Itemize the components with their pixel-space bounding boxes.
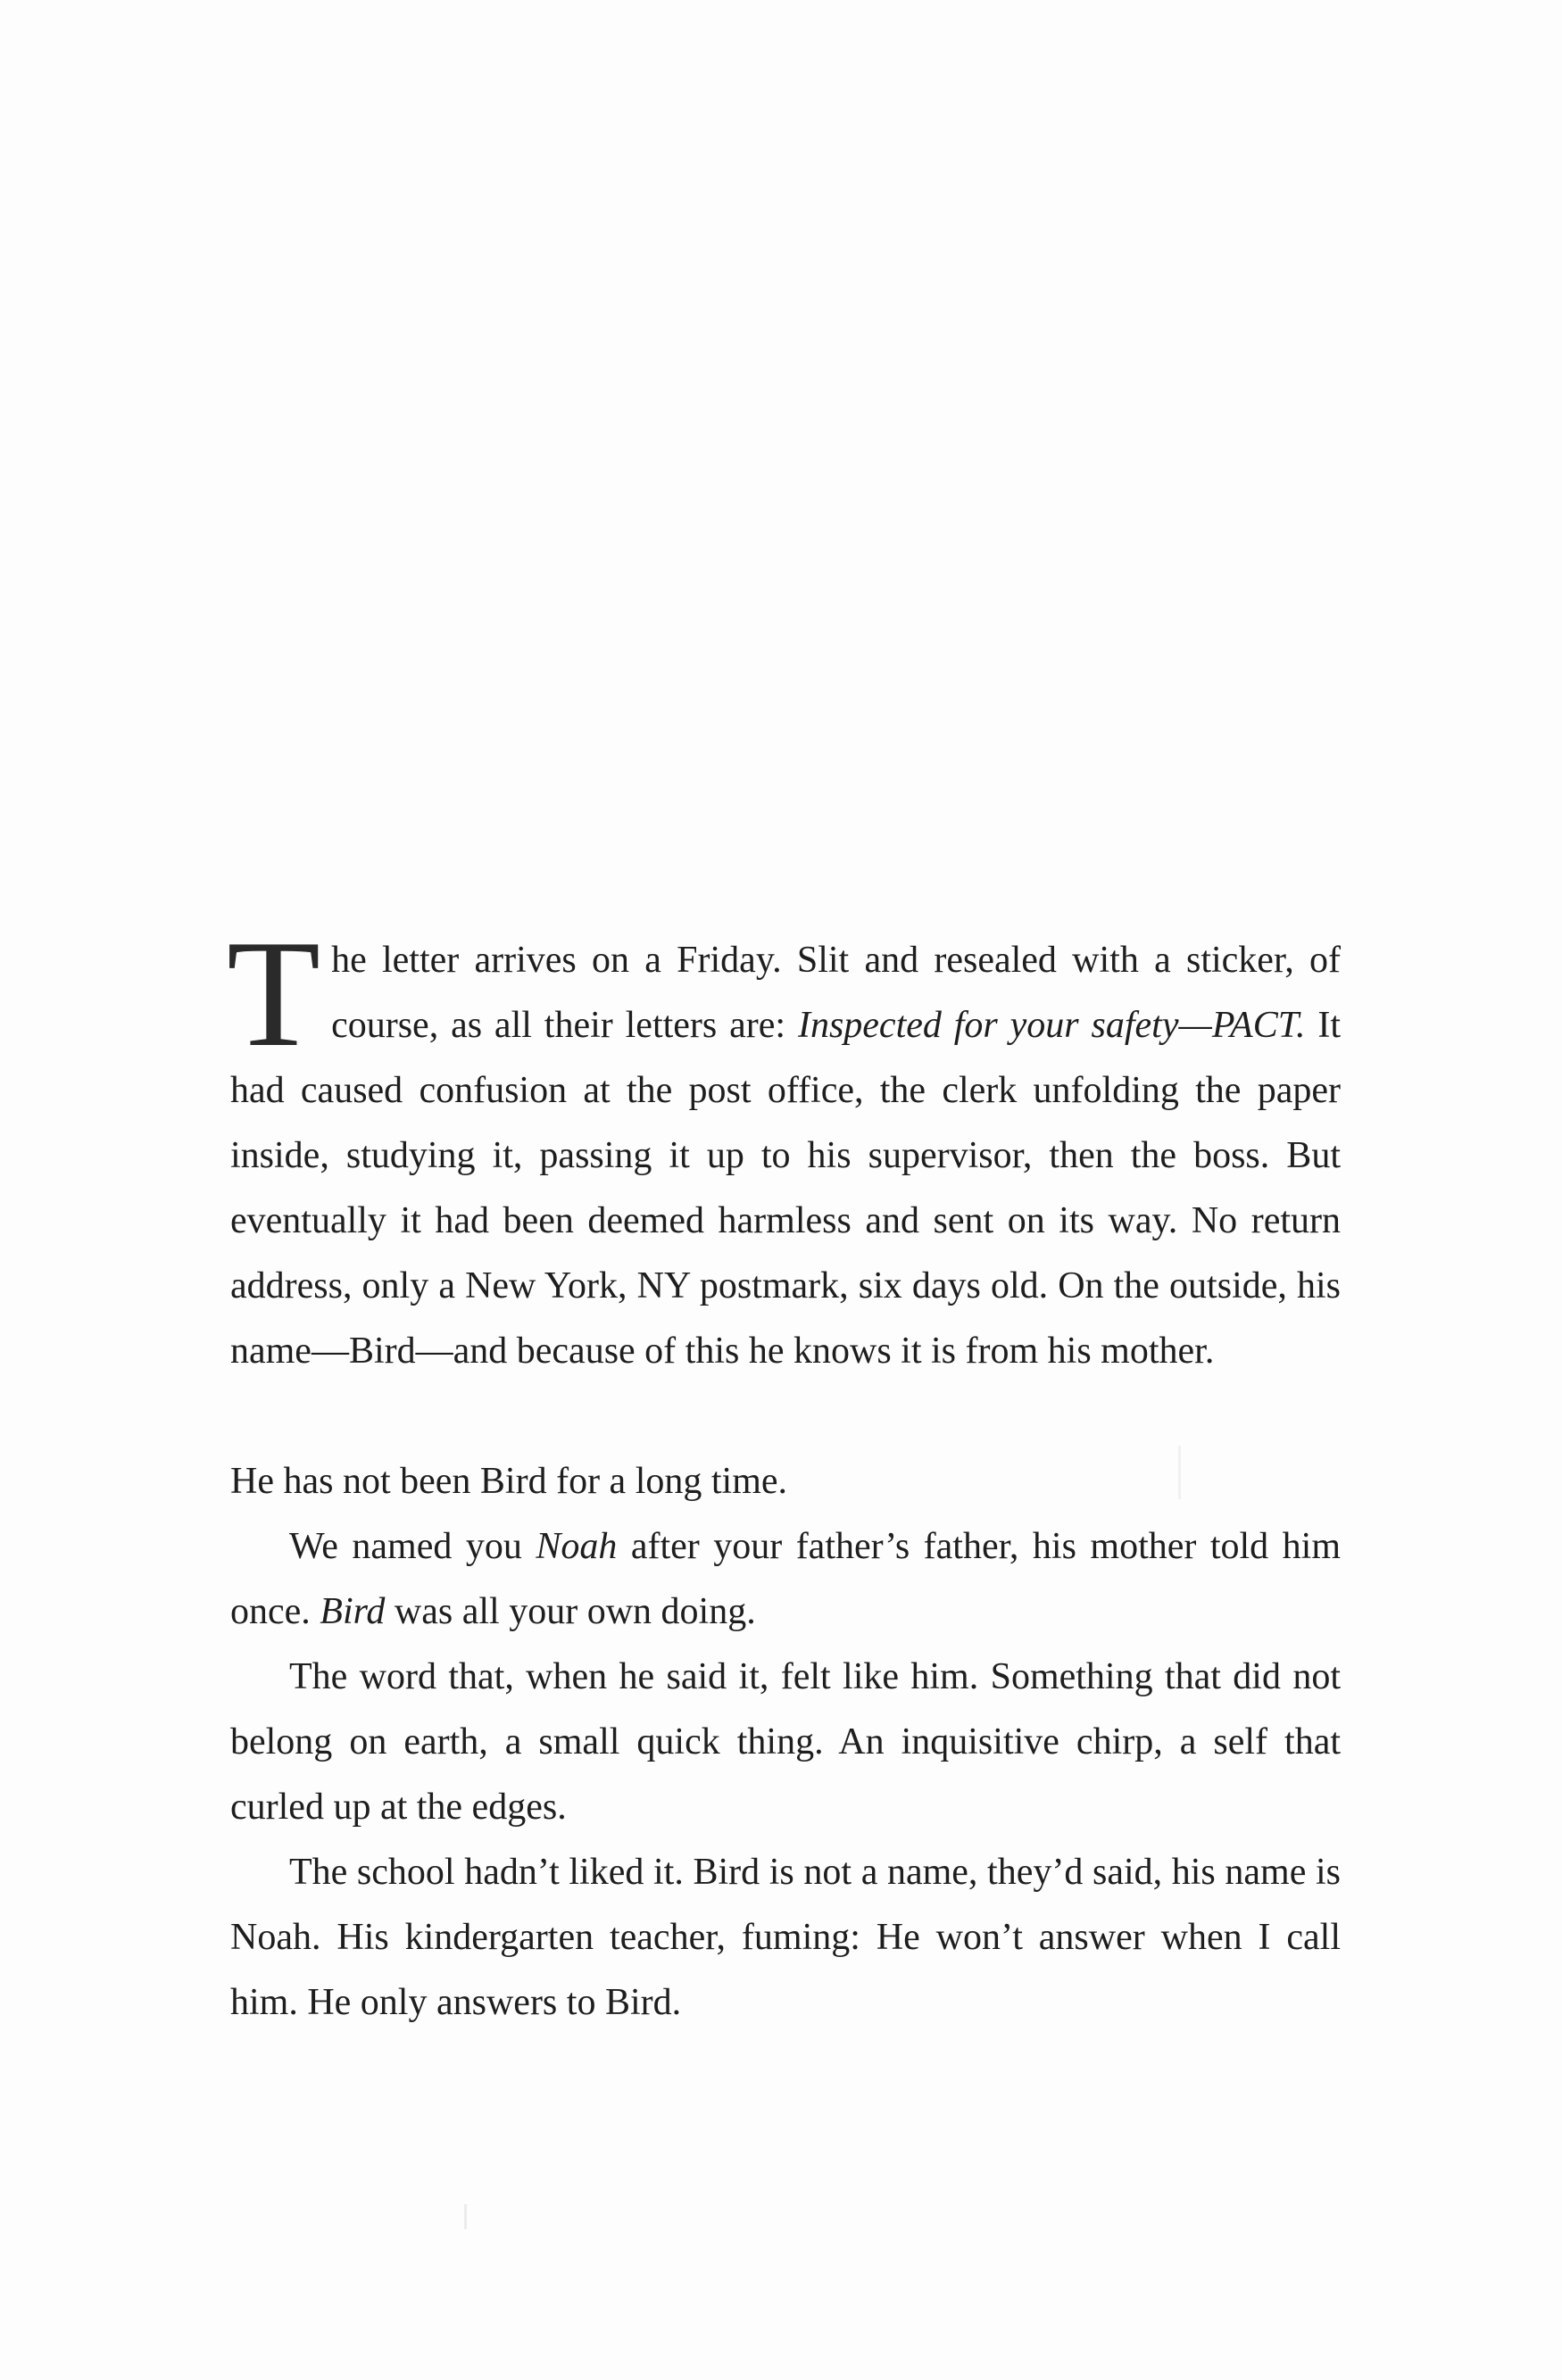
opening-text-end: It had caused confusion at the post office, the clerk unfolding the paper inside, studying it, passing it up to his supervisor, then the boss. But eventually it had been deemed harmless and sent on its way. No return address, only a New York, NY postmark, six days old. On the outside, his name—Bird—and because of this he knows it is from his mother. (230, 1005, 1342, 1372)
chapter-text (227, 909, 1342, 2036)
paragraph-3-part-3: was all your own doing. (385, 1591, 756, 1632)
opening-text-start: he letter arrives on a Friday. Slit and resealed with a sticker, of course, as all their letters are: (331, 940, 1341, 1046)
paragraph-named-noah (230, 1514, 1341, 1645)
paragraph-word: The word that, when he said it, felt like him. Something that did not belong on earth, a small quick thing. An inquisitive chirp, a self that curled up at the edges. (230, 1656, 1341, 1828)
paragraph-bird: He has not been Bird for a long time. (230, 1461, 788, 1502)
paragraph-school: The school hadn’t liked it. Bird is not a name, they’d said, his name is Noah. His kindergarten teacher, fuming: He won’t answer when I call him. He only answers to Bird. (230, 1852, 1341, 2023)
italic-noah: Noah (536, 1526, 618, 1567)
italic-bird: Bird (320, 1591, 386, 1632)
scan-mark (1178, 1446, 1181, 1499)
section-gap (230, 1384, 1341, 1449)
paragraph-3-part-2: after your father’s father, his mother told him once. (230, 1526, 1342, 1632)
sticker-text: Inspected for your safety—PACT. (797, 1005, 1306, 1046)
opening-paragraph (227, 909, 1342, 1384)
drop-cap: T (227, 909, 321, 1079)
paragraph-3-part-1: We named you (289, 1526, 536, 1567)
scan-mark (464, 2204, 467, 2229)
